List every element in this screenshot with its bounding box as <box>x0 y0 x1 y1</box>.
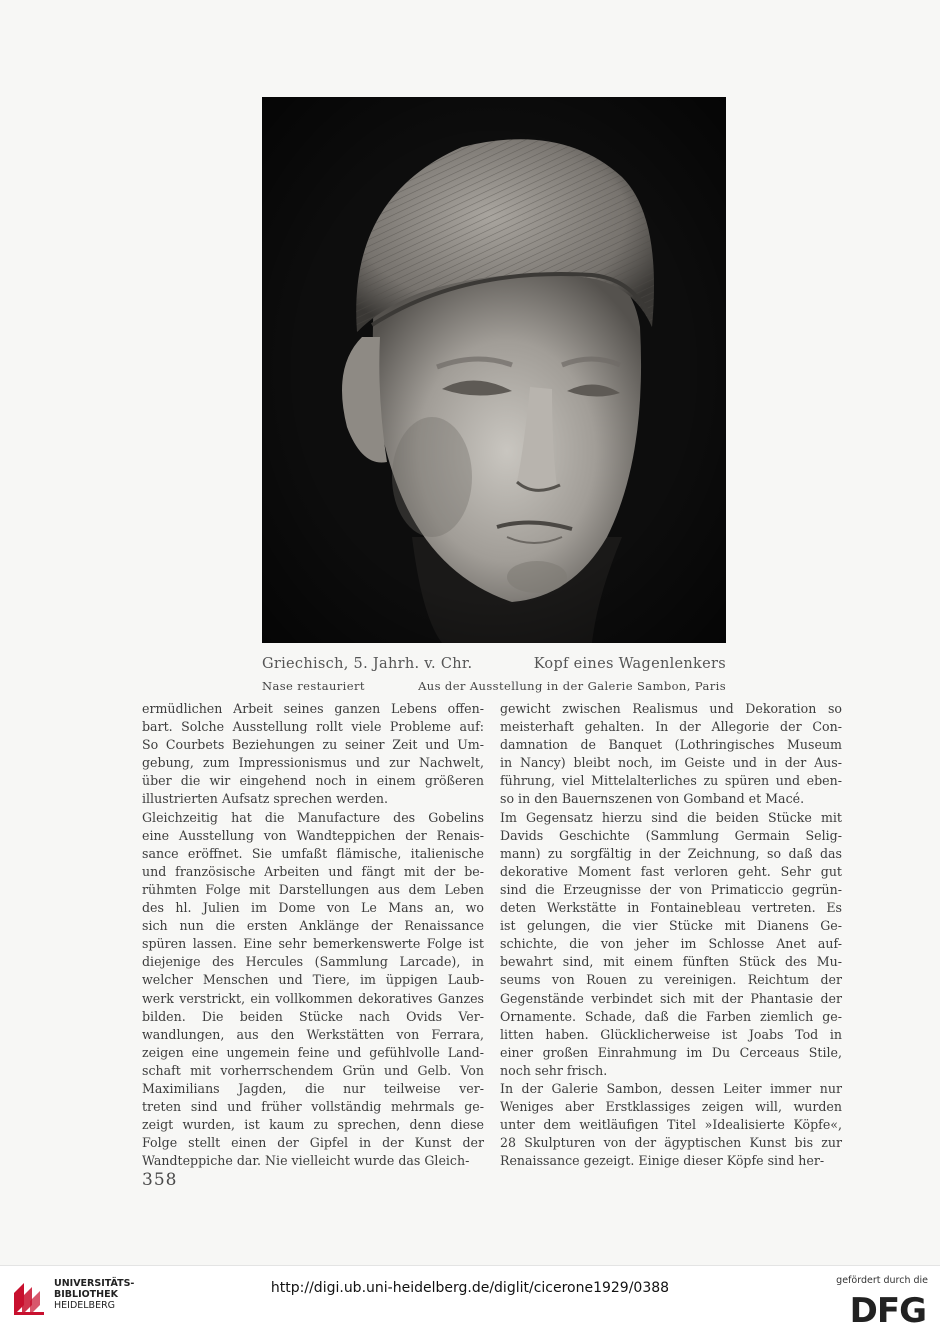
right-column-line: ist gelungen, die vier Stücke mit Dianens Ge- <box>500 918 842 934</box>
left-column-line: illustrierten Aufsatz sprechen werden. <box>142 791 389 807</box>
right-column-line: Ornamente. Schade, daß die Farben ziemlich ge- <box>500 1008 842 1024</box>
right-column-line: sind die Erzeugnisse der von Primaticcio gegrün- <box>500 881 842 897</box>
right-column-line: noch sehr frisch. <box>500 1062 608 1078</box>
left-column-line: bart. Solche Ausstellung rollt viele Probleme auf: <box>142 719 484 735</box>
marble-head-image <box>262 97 726 643</box>
caption-note-restoration: Nase restauriert <box>262 679 365 693</box>
right-column-line: unter dem weitläufigen Titel »Idealisierte Köpfe«, <box>500 1117 842 1133</box>
left-column-line: Folge stellt einen der Gipfel in der Kunst der <box>142 1135 484 1151</box>
left-column-line: sance eröffnet. Sie umfaßt flämische, italienische <box>142 845 484 861</box>
right-column-line: so in den Bauernszenen von Gomband et Macé. <box>500 791 805 807</box>
left-column-line: über die wir eingehend noch in einem größeren <box>142 773 484 789</box>
right-column-line: einer großen Einrahmung im Du Cerceaus Stile, <box>500 1044 842 1060</box>
left-column-line: eine Ausstellung von Wandteppichen der Renais- <box>142 827 484 843</box>
left-column-line: sich nun die ersten Anklänge der Renaissance <box>142 918 484 934</box>
left-column-line: zeigen eine ungemein feine und gefühlvolle Land- <box>142 1044 484 1060</box>
left-column-line: schaft mit vorherrschendem Grün und Gelb. Von <box>142 1062 484 1078</box>
left-column-line: welcher Menschen und Tiere, im üppigen Laub- <box>142 972 484 988</box>
figure-caption <box>262 656 726 672</box>
right-column-line: in Nancy) bleibt noch, im Geiste und in der Aus- <box>500 755 842 771</box>
right-column-line: meisterhaft gehalten. In der Allegorie der Con- <box>500 719 842 735</box>
page-number: 358 <box>142 1170 178 1190</box>
right-column-line: führung, viel Mittelalterliches zu spüren und eben- <box>500 773 842 789</box>
right-column-line: mann) zu sorgfältig in der Zeichnung, so daß das <box>500 845 842 861</box>
left-column-line: diejenige des Hercules (Sammlung Larcade), in <box>142 954 484 970</box>
right-column-line: litten haben. Glücklicherweise ist Joabs Tod in <box>500 1026 842 1042</box>
library-name-line3: HEIDELBERG <box>54 1300 116 1311</box>
left-column-line: bilden. Die beiden Stücke nach Ovids Ver- <box>142 1008 484 1024</box>
library-name-line1: UNIVERSITÄTS- <box>54 1278 135 1289</box>
figure-notes <box>262 679 726 693</box>
left-column-line: ermüdlichen Arbeit seines ganzen Lebens offen- <box>142 701 484 716</box>
left-column-line: spüren lassen. Eine sehr bemerkenswerte Folge ist <box>142 936 484 952</box>
right-column-line: dekorative Moment fast verloren geht. Sehr gut <box>500 863 842 879</box>
caption-title: Kopf eines Wagenlenkers <box>533 656 726 672</box>
right-column-line: bewahrt sind, mit einem fünften Stück des Mu- <box>500 954 842 970</box>
left-column-line: des hl. Julien im Dome von Le Mans an, wo <box>142 900 484 916</box>
library-name-line2: BIBLIOTHEK <box>54 1289 118 1300</box>
right-column-line: damnation de Banquet (Lothringisches Museum <box>500 737 842 753</box>
right-column-line: gewicht zwischen Realismus und Dekoration so <box>500 701 842 716</box>
right-column-line: Im Gegensatz hierzu sind die beiden Stücke mit <box>500 809 842 825</box>
ub-heidelberg-logo-icon[interactable] <box>10 1279 50 1319</box>
right-column-line: In der Galerie Sambon, dessen Leiter immer nur <box>500 1080 842 1096</box>
caption-period: Griechisch, 5. Jahrh. v. Chr. <box>262 656 473 672</box>
library-name[interactable] <box>54 1278 134 1311</box>
left-column-line: Maximilians Jagden, die nur teilweise ver- <box>142 1080 484 1096</box>
dfg-logo[interactable]: DFG <box>849 1291 926 1331</box>
left-column-line: wandlungen, aus den Werkstätten von Ferrara, <box>142 1026 484 1042</box>
text-column-left <box>142 700 484 1170</box>
right-column-line: Gegenstände verbindet sich mit der Phantasie der <box>500 990 842 1006</box>
left-column-line: werk verstrickt, ein vollkommen dekoratives Ganzes <box>142 990 484 1006</box>
left-column-line: rühmten Folge mit Darstellungen aus dem Leben <box>142 881 484 897</box>
permalink-url[interactable]: http://digi.ub.uni-heidelberg.de/diglit/cicerone1929/0388 <box>270 1280 670 1296</box>
right-column-line: 28 Skulpturen von der ägyptischen Kunst bis zur <box>500 1135 842 1151</box>
left-column-line: treten sind und früher vollständig mehrmals ge- <box>142 1099 484 1115</box>
left-column-line: So Courbets Beziehungen zu seiner Zeit und Um- <box>142 737 484 753</box>
viewer-footer <box>0 1265 940 1333</box>
sculpture-photograph <box>262 97 726 643</box>
left-column-line: gebung, zum Impressionismus und zur Nachwelt, <box>142 755 484 771</box>
right-column-line: schichte, die von jeher im Schlosse Anet auf- <box>500 936 842 952</box>
text-column-right <box>500 700 842 1170</box>
left-column-line: Wandteppiche dar. Nie vielleicht wurde das Gleich- <box>142 1153 470 1169</box>
left-column-line: und französische Arbeiten und fängt mit der be- <box>142 863 484 879</box>
caption-note-exhibition: Aus der Ausstellung in der Galerie Sambon, Paris <box>418 679 726 693</box>
right-column-line: Weniges aber Erstklassiges zeigen will, wurden <box>500 1099 842 1115</box>
right-column-line: Davids Geschichte (Sammlung Germain Selig- <box>500 827 842 843</box>
left-column-line: zeigt wurden, ist kaum zu sprechen, denn diese <box>142 1117 484 1133</box>
right-column-line: Renaissance gezeigt. Einige dieser Köpfe sind her- <box>500 1153 825 1169</box>
funded-by-label: gefördert durch die <box>836 1275 928 1286</box>
left-column-line: Gleichzeitig hat die Manufacture des Gobelins <box>142 809 484 825</box>
right-column-line: seums von Rouen zu vereinigen. Reichtum der <box>500 972 842 988</box>
right-column-line: deten Werkstätte in Fontainebleau vertreten. Es <box>500 900 842 916</box>
